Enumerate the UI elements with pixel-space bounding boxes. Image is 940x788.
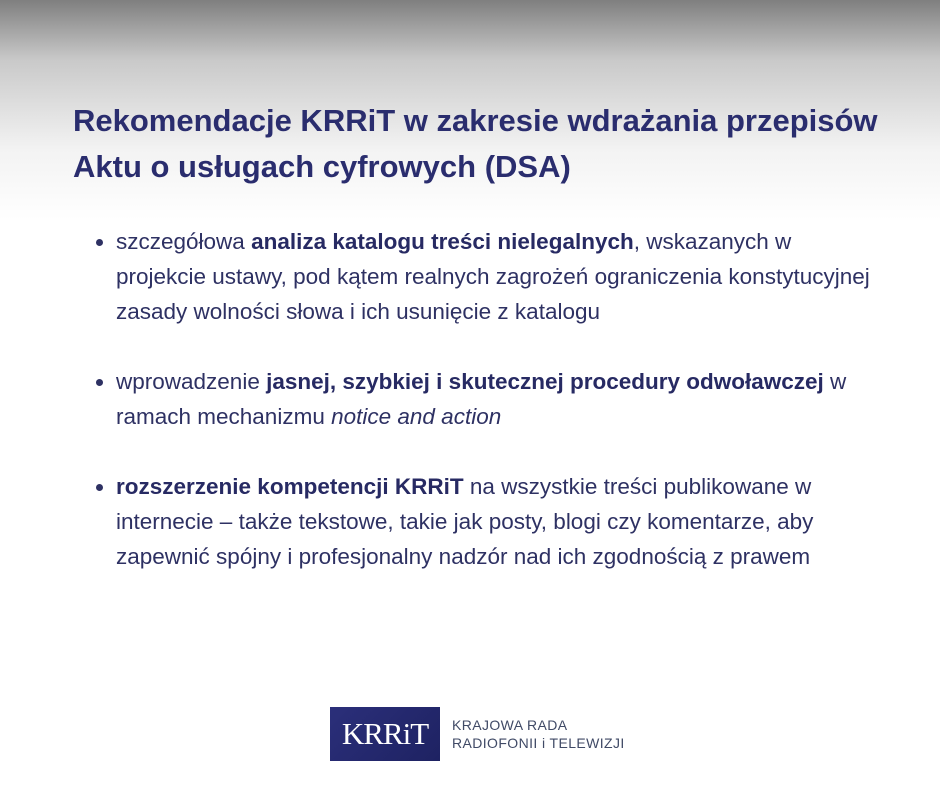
list-item [96,469,886,574]
krrit-logo [330,707,440,761]
list-item [96,364,886,434]
bullet-text: , wskazanych w projekcie ustawy, pod kątem realnych zagrożeń ograniczenia konstytucyjnej zasady wolności słowa i ich usunięcie z katalogu [116,229,870,324]
bullet-text-bold: rozszerzenie kompetencji KRRiT [116,474,464,499]
organization-name-line-2: RADIOFONII i TELEWIZJI [452,735,625,751]
organization-name [452,716,625,752]
bullet-text-bold: analiza katalogu treści nielegalnych [251,229,634,254]
bullet-text: na wszystkie treści publikowane w internecie – także tekstowe, takie jak posty, blogi czy komentarze, aby zapewnić spójny i profesjonalny nadzór nad ich zgodnością z prawem [116,474,814,569]
bullet-text: wprowadzenie [116,369,267,394]
page-title: Rekomendacje KRRiT w zakresie wdrażania przepisów Aktu o usługach cyfrowych (DSA) [73,103,878,184]
footer-logo [330,707,625,761]
bullet-text-italic: notice and action [331,404,502,429]
bullet-text: w ramach mechanizmu [116,369,847,429]
list-item [96,224,886,329]
bullet-text: szczegółowa [116,229,252,254]
bullet-text-bold: jasnej, szybkiej i skutecznej procedury odwoławczej [266,369,824,394]
recommendations-list [96,224,886,609]
logo-mark: KRRiT [341,716,429,751]
organization-name-line-1: KRAJOWA RADA [452,717,568,733]
